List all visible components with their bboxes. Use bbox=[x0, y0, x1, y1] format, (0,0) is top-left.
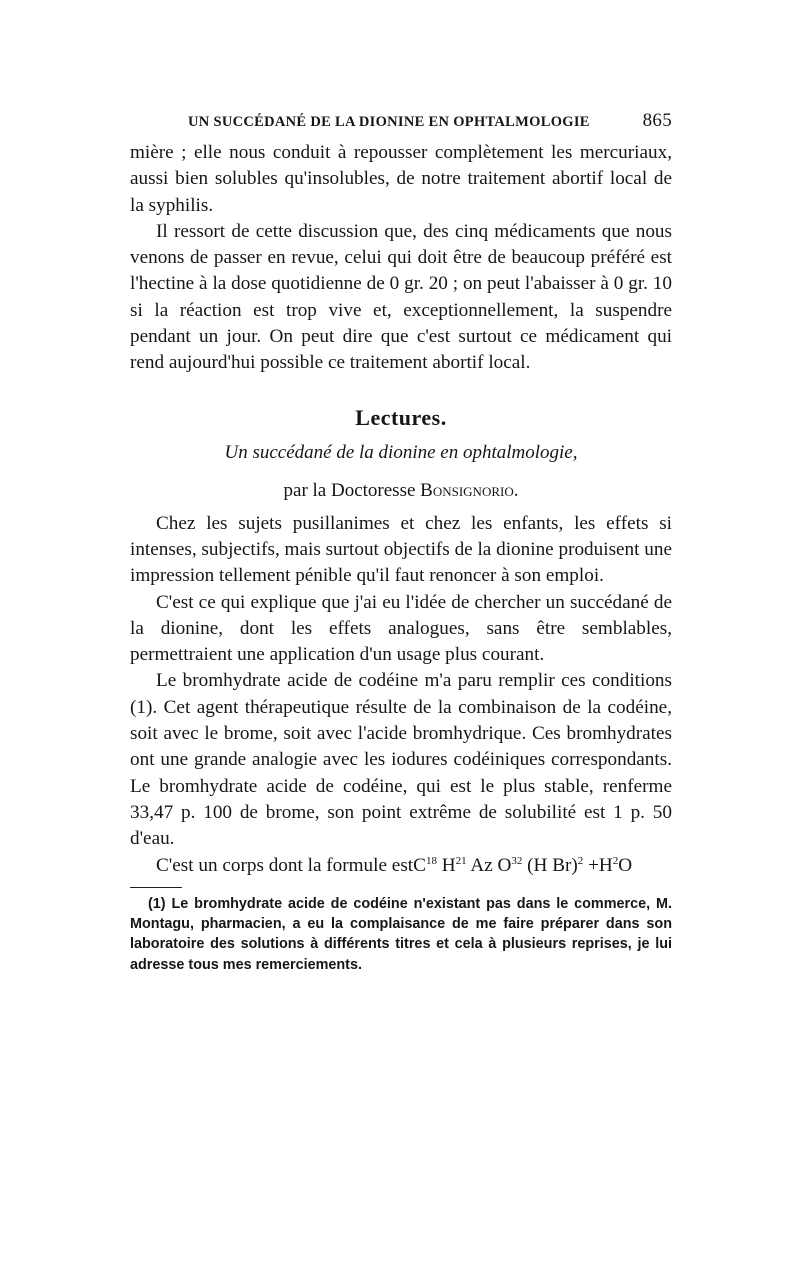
formula-plus: + bbox=[588, 854, 599, 876]
formula-hbr-exp: 2 bbox=[577, 854, 584, 867]
formula-line bbox=[130, 853, 672, 879]
body-paragraph-1: Chez les sujets pusillanimes et chez les enfants, les effets si intenses, subjectifs, mais surtout objectifs de la dionine produisent une impression tellement pénible qu'il faut renoncer à son emploi. bbox=[130, 512, 672, 587]
section-heading: Lectures. bbox=[355, 404, 447, 430]
formula-o-exp: 32 bbox=[511, 854, 523, 867]
formula-hbr: (H Br) bbox=[527, 854, 578, 876]
formula-h2o-exp: 2 bbox=[612, 854, 619, 867]
page-number: 865 bbox=[642, 110, 672, 131]
conclusion-paragraph: Il ressort de cette discussion que, des cinq médicaments que nous venons de passer en revue, celui qui doit être de beaucoup préféré est l'hectine à la dose quotidienne de 0 gr. 20 ; on peut l'abaisser à 0 gr. 10 si la réaction est trop vive et, exceptionnellement, la suspendre pendant un jour. On peut dire que c'est surtout ce médicament qui rend aujourd'hui possible ce traitement abortif local. bbox=[130, 220, 672, 374]
footnote-divider bbox=[130, 887, 182, 888]
formula-c-exp: 18 bbox=[425, 854, 437, 867]
formula-az: Az bbox=[470, 854, 493, 876]
opening-paragraph: mière ; elle nous conduit à repousser complètement les mercuriaux, aussi bien solubles qu'insolubles, de notre traitement abortif local de la syphilis. bbox=[130, 142, 672, 216]
formula-h2o-o: O bbox=[618, 854, 633, 876]
running-head-title: UN SUCCÉDANÉ DE LA DIONINE EN OPHTALMOLOGIE bbox=[188, 114, 590, 130]
article-title: Un succédané de la dionine en ophtalmologie, bbox=[224, 441, 578, 463]
footnote: (1) Le bromhydrate acide de codéine n'existant pas dans le commerce, M. Montagu, pharmacien, a eu la complaisance de me faire préparer dans son laboratoire des solutions à différents titres et cela à plusieurs reprises, je lui adresse tous mes remerciements. bbox=[130, 895, 672, 973]
formula-h2o-h: H bbox=[598, 854, 613, 876]
byline bbox=[130, 471, 672, 511]
byline-prefix: par la Doctoresse bbox=[283, 479, 416, 501]
formula-lead: C'est un corps dont la formule est bbox=[156, 854, 414, 876]
formula-o: O bbox=[497, 854, 512, 876]
byline-author: Bonsignorio. bbox=[420, 479, 519, 501]
running-head bbox=[188, 110, 672, 140]
book-page bbox=[130, 110, 672, 975]
formula-h-exp: 21 bbox=[455, 854, 467, 867]
formula-h: H bbox=[441, 854, 456, 876]
formula-c: C bbox=[413, 854, 426, 876]
body-paragraph-2: C'est ce qui explique que j'ai eu l'idée de chercher un succédané de la dionine, dont les effets analogues, sans être semblables, permettraient une application d'un usage plus courant. bbox=[130, 591, 672, 666]
body-paragraph-3: Le bromhydrate acide de codéine m'a paru remplir ces conditions (1). Cet agent thérapeutique résulte de la combinaison de la codéine, soit avec le brome, soit avec l'acide bromhydrique. Ces bromhydrates ont une grande analogie avec les iodures codéiniques correspondants. Le bromhydrate acide de codéine, qui est le plus stable, renferme 33,47 p. 100 de brome, son point extrême de solubilité est 1 p. 50 d'eau. bbox=[130, 670, 672, 850]
